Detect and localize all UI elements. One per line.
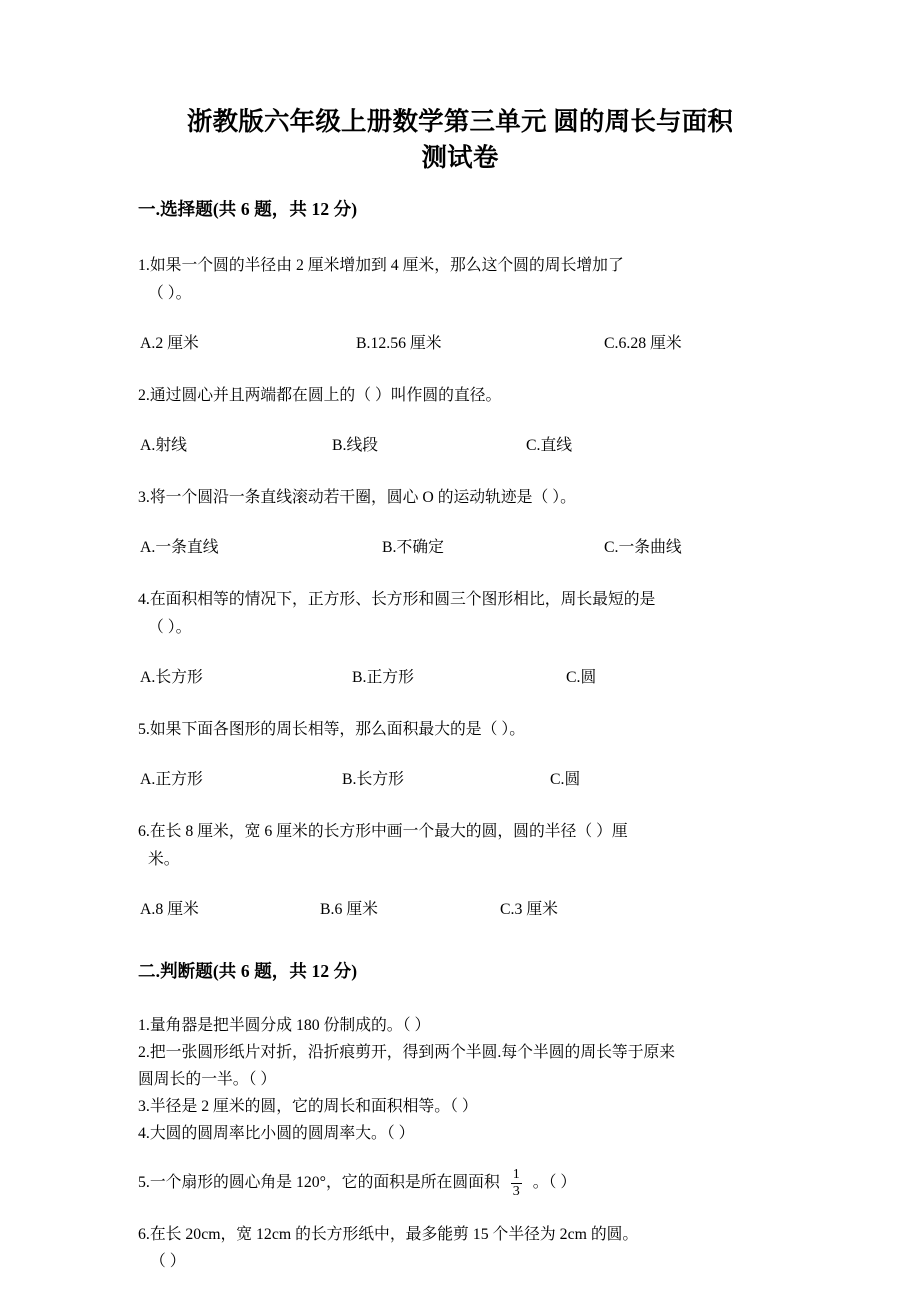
option-1-b[interactable]: B.12.56 厘米 [356,335,442,352]
question-stem-6-line-1: 6.在长 8 厘米，宽 6 厘米的长方形中画一个最大的圆，圆的半径（ ）厘 [138,823,628,840]
truefalse-item-3-line-1: 3.半径是 2 厘米的圆，它的周长和面积相等。（ ） [138,1098,478,1115]
truefalse-item-5-text-before-fraction: 5.一个扇形的圆心角是 120°，它的面积是所在圆面积 [138,1174,500,1191]
question-stem-6-line-2: 米。 [148,851,180,868]
spacer [138,1199,763,1221]
option-3-c[interactable]: C.一条曲线 [604,539,682,556]
question-stem-1 [138,252,763,308]
fraction-numerator: 1 [512,1167,520,1182]
option-4-a[interactable]: A.长方形 [140,669,203,686]
page-title [138,104,782,176]
truefalse-item-2[interactable] [138,1039,763,1093]
truefalse-item-4[interactable] [138,1120,763,1147]
option-2-b[interactable]: B.线段 [332,437,379,454]
option-2-c[interactable]: C.直线 [526,437,573,454]
option-3-a[interactable]: A.一条直线 [140,539,219,556]
option-2-a[interactable]: A.射线 [140,437,187,454]
option-6-a[interactable]: A.8 厘米 [140,901,199,918]
question-stem-5 [138,716,763,744]
exam-content [138,196,763,1275]
question-options-1 [138,330,763,358]
option-4-c[interactable]: C.圆 [566,669,597,686]
fraction-denominator: 3 [512,1184,520,1200]
question-stem-4 [138,586,763,642]
question-options-3 [138,534,763,562]
question-stem-4-line-2: （ ）。 [148,619,192,636]
spacer [138,358,763,382]
spacer [138,794,763,818]
spacer [138,984,763,1012]
option-1-a[interactable]: A.2 厘米 [140,335,199,352]
question-stem-5-line-1: 5.如果下面各图形的周长相等，那么面积最大的是（ ）。 [138,721,526,738]
truefalse-item-6[interactable] [138,1221,763,1275]
spacer [138,222,763,252]
question-stem-1-line-2: （ ）。 [148,285,192,302]
spacer [138,410,763,432]
option-5-a[interactable]: A.正方形 [140,771,203,788]
spacer [138,874,763,896]
spacer [138,460,763,484]
question-options-4 [138,664,763,692]
question-stem-4-line-1: 4.在面积相等的情况下，正方形、长方形和圆三个图形相比，周长最短的是 [138,591,656,608]
fraction-one-third [510,1168,523,1200]
spacer [138,308,763,330]
question-stem-1-line-1: 1.如果一个圆的半径由 2 厘米增加到 4 厘米，那么这个圆的周长增加了 [138,257,624,274]
truefalse-item-1[interactable] [138,1012,763,1039]
truefalse-item-4-line-1: 4.大圆的圆周率比小圆的圆周率大。（ ） [138,1125,415,1142]
question-stem-3-line-1: 3.将一个圆沿一条直线滚动若干圈，圆心 O 的运动轨迹是（ ）。 [138,489,576,506]
option-1-c[interactable]: C.6.28 厘米 [604,335,682,352]
question-stem-2-line-1: 2.通过圆心并且两端都在圆上的（ ）叫作圆的直径。 [138,387,502,404]
option-6-b[interactable]: B.6 厘米 [320,901,378,918]
truefalse-item-6-line-2: （ ） [150,1252,186,1270]
spacer [138,924,763,958]
spacer [138,692,763,716]
question-stem-6 [138,818,763,874]
question-options-6 [138,896,763,924]
truefalse-item-2-line-1: 2.把一张圆形纸片对折，沿折痕剪开，得到两个半圆.每个半圆的周长等于原来 [138,1044,676,1061]
question-options-2 [138,432,763,460]
spacer [138,744,763,766]
question-stem-3 [138,484,763,512]
truefalse-item-3[interactable] [138,1093,763,1120]
truefalse-item-2-line-2: 圆周长的一半。（ ） [138,1071,277,1088]
truefalse-item-6-line-1: 6.在长 20cm，宽 12cm 的长方形纸中，最多能剪 15 个半径为 2cm 的圆。 [138,1225,639,1243]
option-4-b[interactable]: B.正方形 [352,669,414,686]
spacer [138,642,763,664]
truefalse-item-1-line-1: 1.量角器是把半圆分成 180 份制成的。（ ） [138,1017,431,1034]
section-heading-truefalse: 二.判断题(共 6 题，共 12 分) [138,961,358,981]
question-options-5 [138,766,763,794]
question-stem-2 [138,382,763,410]
option-5-c[interactable]: C.圆 [550,771,581,788]
option-3-b[interactable]: B.不确定 [382,539,444,556]
option-6-c[interactable]: C.3 厘米 [500,901,558,918]
spacer [138,512,763,534]
spacer [138,1147,763,1167]
truefalse-item-5[interactable] [138,1167,763,1199]
page-title-line-2: 测试卷 [421,143,499,172]
option-5-b[interactable]: B.长方形 [342,771,404,788]
section-heading-choice: 一.选择题(共 6 题，共 12 分) [138,199,358,219]
page-title-line-1: 浙教版六年级上册数学第三单元 圆的周长与面积 [186,107,734,136]
truefalse-item-5-text-after-fraction: 。（ ） [532,1174,577,1191]
spacer [138,562,763,586]
